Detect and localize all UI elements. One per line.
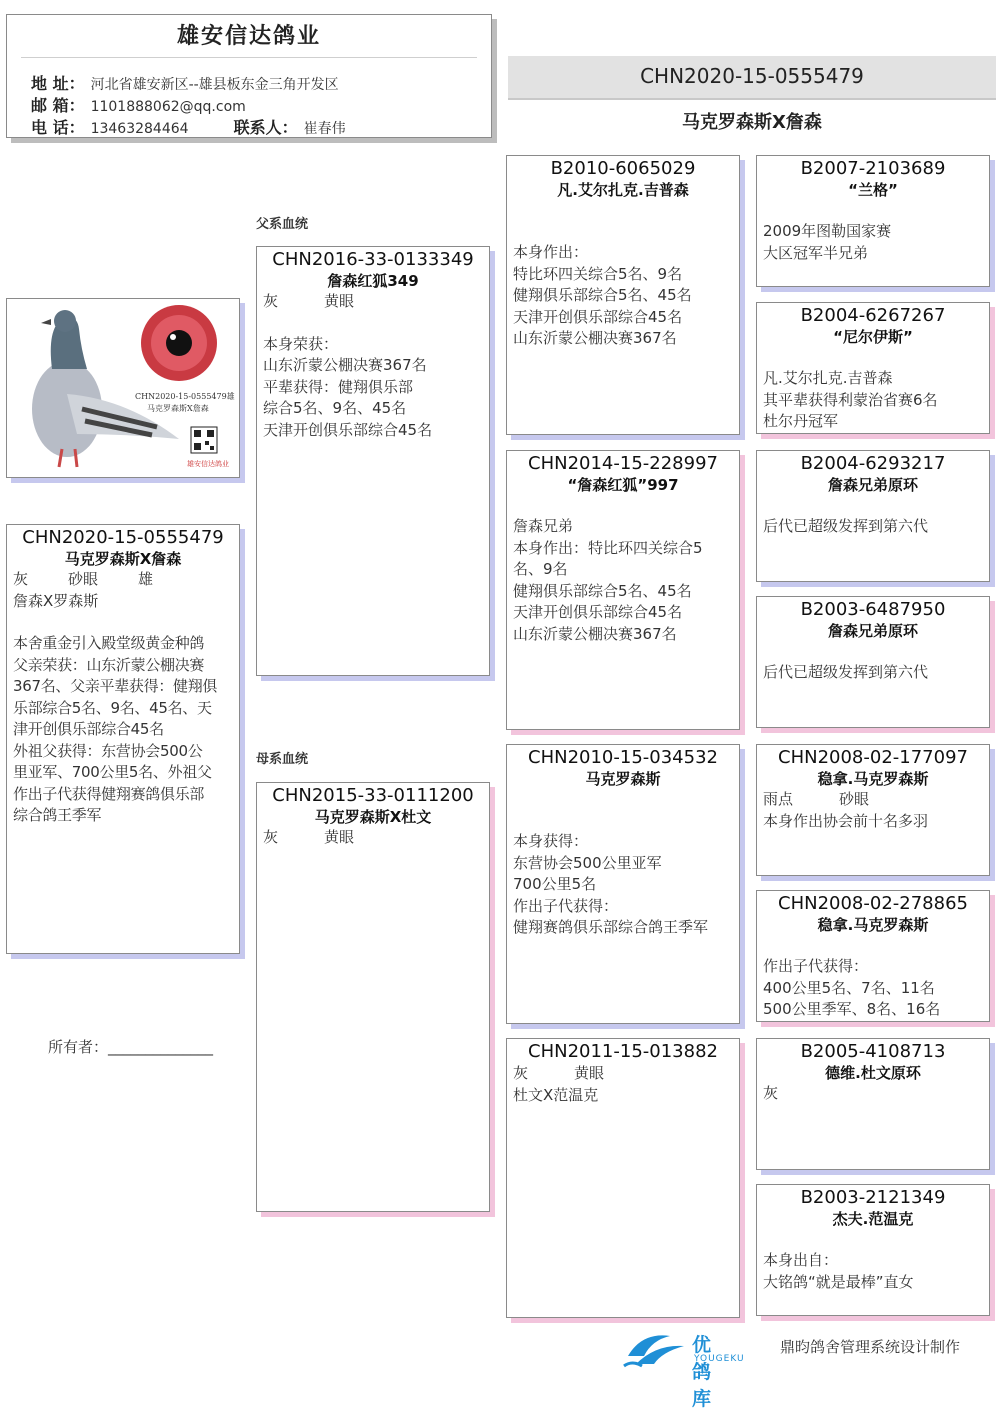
ggp-ring: B2003-2121349 (800, 1187, 946, 1208)
ggp-notes: 2009年图勒国家赛 大区冠军半兄弟 (763, 222, 892, 262)
sire-line-label: 父系血统 (256, 217, 309, 232)
ggp-name: 德维.杜文原环 (825, 1064, 921, 1082)
gp-name: “詹森红狐”997 (567, 476, 679, 494)
gp-name: 凡.艾尔扎克.吉普森 (557, 181, 689, 199)
wave-logo-icon (622, 1326, 692, 1370)
company-name: 雄安信达鸽业 (21, 23, 477, 58)
subject-ring: CHN2020-15-0555479 (22, 527, 224, 548)
ggp-card (756, 1184, 990, 1316)
subject-traits: 灰 砂眼 雄 (13, 570, 154, 588)
gp-ring: CHN2010-15-034532 (528, 747, 718, 768)
subject-cross: 詹森X罗森斯 (13, 591, 99, 610)
gp-ring: CHN2011-15-013882 (528, 1041, 718, 1062)
sire-name: 詹森红狐349 (327, 272, 419, 290)
grandsire-paternal-card (506, 155, 740, 435)
granddam-maternal-card (506, 1038, 740, 1318)
dam-traits: 灰 黄眼 (263, 828, 355, 846)
ggp-notes: 后代已超级发挥到第六代 (763, 663, 929, 681)
gp-ring: B2010-6065029 (550, 158, 696, 179)
ggp-notes: 后代已超级发挥到第六代 (763, 517, 929, 535)
ggp-notes: 灰 (763, 1084, 779, 1102)
gp-notes: 本身作出： 特比环四关综合5名、9名 健翔俱乐部综合5名、45名 天津开创俱乐部综合45名 山东沂蒙公棚决赛367名 (513, 243, 692, 347)
ggp-name: 稳拿.马克罗森斯 (817, 916, 929, 934)
gp-ring: CHN2014-15-228997 (528, 453, 718, 474)
gp-notes: 詹森兄弟 本身作出：特比环四关综合5 名、9名 健翔俱乐部综合5名、45名 天津开创俱乐部综合45名 山东沂蒙公棚决赛367名 (513, 517, 703, 643)
sire-card (256, 246, 490, 676)
photo-caption-company: 雄安信达鸽业 (187, 460, 229, 468)
main-ring-number: CHN2020-15-0555479 (508, 56, 996, 100)
phone-row: 电 话： 13463284464 联系人： 崔春伟 (31, 118, 346, 137)
sire-ring: CHN2016-33-0133349 (272, 249, 474, 270)
dam-card (256, 782, 490, 1212)
gp-cross: 杜文X范温克 (513, 1085, 599, 1104)
ggp-card (756, 596, 990, 728)
ggp-card (756, 155, 990, 287)
subject-card (6, 524, 240, 954)
subject-notes: 本舍重金引入殿堂级黄金种鸽 父亲荣获：山东沂蒙公棚决赛 367名、父亲平辈获得：健翔俱 乐部综合5名、9名、45名、天 津开创俱乐部综合45名 外祖父获得：东营协会500公 里亚军、700公里5名、外祖父 作出子代获得健翔赛鸽俱乐部 综合鸽王季军 (13, 634, 218, 824)
gp-notes: 本身获得： 东营协会500公里亚军 700公里5名 作出子代获得： 健翔赛鸽俱乐部综合鸽王季军 (513, 832, 709, 936)
ggp-ring: B2004-6267267 (800, 305, 946, 326)
phone-value: 13463284464 (90, 121, 189, 137)
ggp-name: “尼尔伊斯” (833, 328, 913, 346)
sire-traits: 灰 黄眼 (263, 292, 355, 310)
ggp-ring: CHN2008-02-177097 (778, 747, 968, 768)
ggp-ring: B2003-6487950 (800, 599, 946, 620)
pigeon-photo (7, 299, 239, 477)
address-value: 河北省雄安新区--雄县板东金三角开发区 (90, 77, 339, 93)
ggp-name: 杰夫.范温克 (832, 1210, 914, 1228)
ggp-name: 詹森兄弟原环 (827, 476, 918, 494)
ggp-notes: 作出子代获得： 400公里5名、7名、11名 500公里季军、8名、16名 (763, 957, 941, 1018)
contact-label: 联系人： (233, 118, 298, 137)
email-row: 邮 箱： 1101888062@qq.com (31, 96, 246, 115)
main-pigeon-name: 马克罗森斯X詹森 (682, 112, 822, 133)
ggp-card (756, 450, 990, 582)
ggp-ring: CHN2008-02-278865 (778, 893, 968, 914)
ggp-name: 詹森兄弟原环 (827, 622, 918, 640)
photo-caption-ring: CHN2020-15-0555479雄 (135, 392, 235, 401)
yougeku-logo (622, 1326, 745, 1410)
photo-caption-name: 马克罗森斯X詹森 (147, 404, 209, 413)
gp-traits: 灰 黄眼 (513, 1064, 605, 1082)
ggp-notes: 本身出自： 大铭鸽“就是最棒”直女 (763, 1251, 914, 1291)
ggp-name: “兰格” (848, 181, 898, 199)
ggp-card (756, 302, 990, 434)
dam-line-label: 母系血统 (256, 752, 309, 767)
brand-en: YOUGEKU (694, 1354, 745, 1364)
grandsire-maternal-card (506, 744, 740, 1024)
ggp-card (756, 890, 990, 1022)
pigeon-head-icon (54, 310, 76, 332)
ggp-ring: B2007-2103689 (800, 158, 946, 179)
address-row: 地 址： 河北省雄安新区--雄县板东金三角开发区 (31, 74, 339, 93)
email-value: 1101888062@qq.com (90, 99, 246, 115)
ggp-ring: B2005-4108713 (800, 1041, 946, 1062)
ggp-notes: 本身作出协会前十名多羽 (763, 811, 929, 830)
owner-field: 所有者：______________ (48, 1038, 214, 1056)
company-info-box (6, 14, 492, 138)
ggp-card (756, 1038, 990, 1170)
footer-credit: 鼎昀鸽舍管理系统设计制作 (780, 1338, 961, 1356)
dam-ring: CHN2015-33-0111200 (272, 785, 474, 806)
sire-notes: 本身荣获： 山东沂蒙公棚决赛367名 平辈获得：健翔俱乐部 综合5名、9名、45名 天津开创俱乐部综合45名 (263, 334, 433, 439)
dam-name: 马克罗森斯X杜文 (314, 808, 432, 826)
gp-name: 马克罗森斯 (585, 770, 661, 788)
ggp-ring: B2004-6293217 (800, 453, 946, 474)
contact-value: 崔春伟 (303, 121, 346, 137)
brand-cn: 优鸽库 (692, 1334, 712, 1410)
ggp-card (756, 744, 990, 876)
ggp-traits: 雨点 砂眼 (763, 790, 870, 808)
pigeon-photo-card (6, 298, 240, 478)
ggp-name: 稳拿.马克罗森斯 (817, 770, 929, 788)
granddam-paternal-card (506, 450, 740, 730)
ggp-notes: 凡.艾尔扎克.吉普森 其平辈获得利蒙治省赛6名 杜尔丹冠军 (763, 369, 938, 430)
subject-name: 马克罗森斯X詹森 (64, 550, 182, 568)
